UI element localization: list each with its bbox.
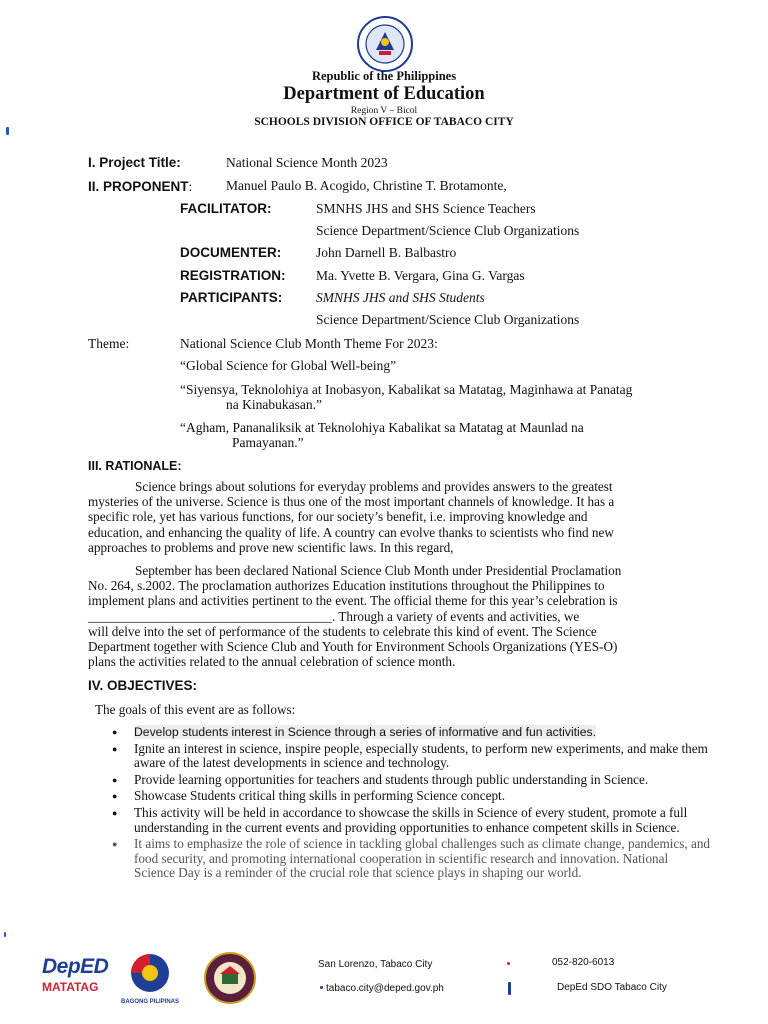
- participants-value-2: Science Department/Science Club Organizations: [316, 312, 580, 327]
- objective-item: [110, 789, 710, 804]
- objective-item-text: Develop students interest in Science through a series of informative and fun activities.: [134, 725, 597, 739]
- registration-label: REGISTRATION:: [180, 268, 286, 283]
- bagong-pilipinas-emblem: [120, 952, 180, 994]
- objective-item: [110, 806, 710, 835]
- theme-line-3b: Pamayanan.”: [232, 435, 304, 450]
- objectives-intro: The goals of this event are as follows:: [95, 702, 296, 717]
- facilitator-value-2: Science Department/Science Club Organizations: [316, 223, 580, 238]
- footer-address: San Lorenzo, Tabaco City: [318, 959, 433, 970]
- rationale-p1-line: approaches to problems and prove new scientific laws. In this regard,: [88, 539, 454, 555]
- rationale-p2-line: _____________________________________. Through a variety of events and activities, we: [88, 608, 580, 624]
- registration-value: Ma. Yvette B. Vergara, Gina G. Vargas: [316, 268, 525, 283]
- facebook-icon: [508, 982, 511, 995]
- project-title-label: I. Project Title:: [88, 155, 181, 170]
- project-title-value: National Science Month 2023: [226, 155, 388, 170]
- footer-email[interactable]: tabaco.city@deped.gov.ph: [326, 983, 444, 994]
- documenter-value: John Darnell B. Balbastro: [316, 245, 457, 260]
- facilitator-label: FACILITATOR:: [180, 201, 272, 216]
- proponent-colon: :: [188, 179, 193, 194]
- theme-line-2b: na Kinabukasan.”: [226, 397, 322, 412]
- deped-logo-text: DepED: [42, 955, 109, 978]
- region-line: Region V – Bicol: [350, 106, 418, 116]
- objective-item-text: It aims to emphasize the role of science in tackling global challenges such as climate change, pandemics, and food security, and promoting international cooperation in scientific research and innovation. National Science Day is a reminder of the crucial role that science plays in shaping our world.: [134, 836, 711, 881]
- rationale-heading: III. RATIONALE:: [88, 459, 182, 473]
- theme-line-2a: “Siyensya, Teknolohiya at Inobasyon, Kabalikat sa Matatag, Maginhawa at Panatag: [180, 382, 633, 397]
- rationale-p2-line: plans the activities related to the annual celebration of science month.: [88, 654, 456, 670]
- rationale-paragraph-1: [88, 479, 700, 555]
- proponent-row: [88, 178, 192, 196]
- objective-item: [110, 725, 710, 740]
- footer-facebook[interactable]: DepEd SDO Tabaco City: [557, 982, 667, 993]
- rationale-p1-line: specific role, yet has various functions, for our society’s benefit, i.e. improving knowledge and: [88, 509, 588, 525]
- facilitator-value-1: SMNHS JHS and SHS Science Teachers: [316, 201, 536, 216]
- proponent-label: II. PROPONENT: [88, 179, 189, 194]
- division-line: SCHOOLS DIVISION OFFICE OF TABACO CITY: [254, 116, 514, 128]
- bagong-pilipinas-label: BAGONG PILIPINAS: [120, 999, 179, 1005]
- participants-value-1: SMNHS JHS and SHS Students: [316, 290, 485, 305]
- margin-marker: [6, 127, 9, 135]
- footer-phone: 052-820-6013: [552, 957, 615, 968]
- rationale-p2-line: will delve into the set of performance of the students to celebrate this kind of event. The Science: [88, 623, 597, 639]
- objective-item-text: Ignite an interest in science, inspire people, especially students, to perform new experiments, and make them aware of the latest developments in science and technology.: [134, 740, 708, 771]
- deped-matatag-logo: [42, 956, 120, 1002]
- objective-item-text: This activity will be held in accordance to showcase the skills in Science of every student, promote a full understanding in the current events and providing opportunities to enhance competent skills in Science.: [134, 804, 688, 835]
- rationale-paragraph-2: [88, 563, 700, 669]
- email-icon: [320, 986, 323, 989]
- rationale-p2-line: Department together with Science Club and Youth for Environment Schools Organizations (YES-O): [88, 639, 618, 655]
- rationale-p1-line: education, and enhancing the quality of life. A country can evolve thanks to scientists who find new: [88, 524, 614, 540]
- bagong-pilipinas-logo: [120, 952, 180, 1004]
- matatag-logo-text: MATATAG: [42, 980, 99, 994]
- objective-item-text: Provide learning opportunities for teachers and students through public understanding in Science.: [134, 771, 649, 787]
- rationale-p1-line: mysteries of the universe. Science is thus one of the most important channels of knowledge. It has a: [88, 494, 615, 510]
- department-title: Department of Education: [283, 84, 485, 104]
- participants-label: PARTICIPANTS:: [180, 290, 283, 305]
- rationale-p2-line: September has been declared National Science Club Month under Presidential Proclamation: [135, 563, 622, 578]
- republic-line: Republic of the Philippines: [311, 69, 457, 83]
- theme-heading: National Science Club Month Theme For 2023:: [180, 336, 438, 351]
- objective-item: [110, 742, 710, 771]
- objective-item-text: Showcase Students critical thing skills in performing Science concept.: [134, 788, 505, 804]
- rationale-p1-line: Science brings about solutions for everyday problems and provides answers to the greatest: [135, 479, 613, 494]
- phone-icon: [507, 962, 510, 965]
- theme-line-3a: “Agham, Pananaliksik at Teknolohiya Kabalikat sa Matatag at Maunlad na: [180, 420, 584, 435]
- objective-item: [110, 837, 710, 881]
- theme-label: Theme:: [88, 336, 130, 351]
- objectives-list: [110, 725, 710, 883]
- proponent-value: Manuel Paulo B. Acogido, Christine T. Brotamonte,: [226, 178, 507, 193]
- rationale-p2-line: implement plans and activities pertinent to the event. The official theme for this year’s celebration is: [88, 593, 618, 609]
- sdo-tabaco-seal: [204, 952, 256, 1004]
- objectives-heading: IV. OBJECTIVES:: [88, 678, 198, 693]
- margin-marker: [4, 932, 6, 937]
- deped-seal: [357, 16, 413, 72]
- objective-item: [110, 773, 710, 788]
- rationale-p2-line: No. 264, s.2002. The proclamation authorizes Education institutions throughout the Philippines to: [88, 578, 605, 594]
- documenter-label: DOCUMENTER:: [180, 245, 282, 260]
- theme-line-1: “Global Science for Global Well-being”: [180, 358, 397, 373]
